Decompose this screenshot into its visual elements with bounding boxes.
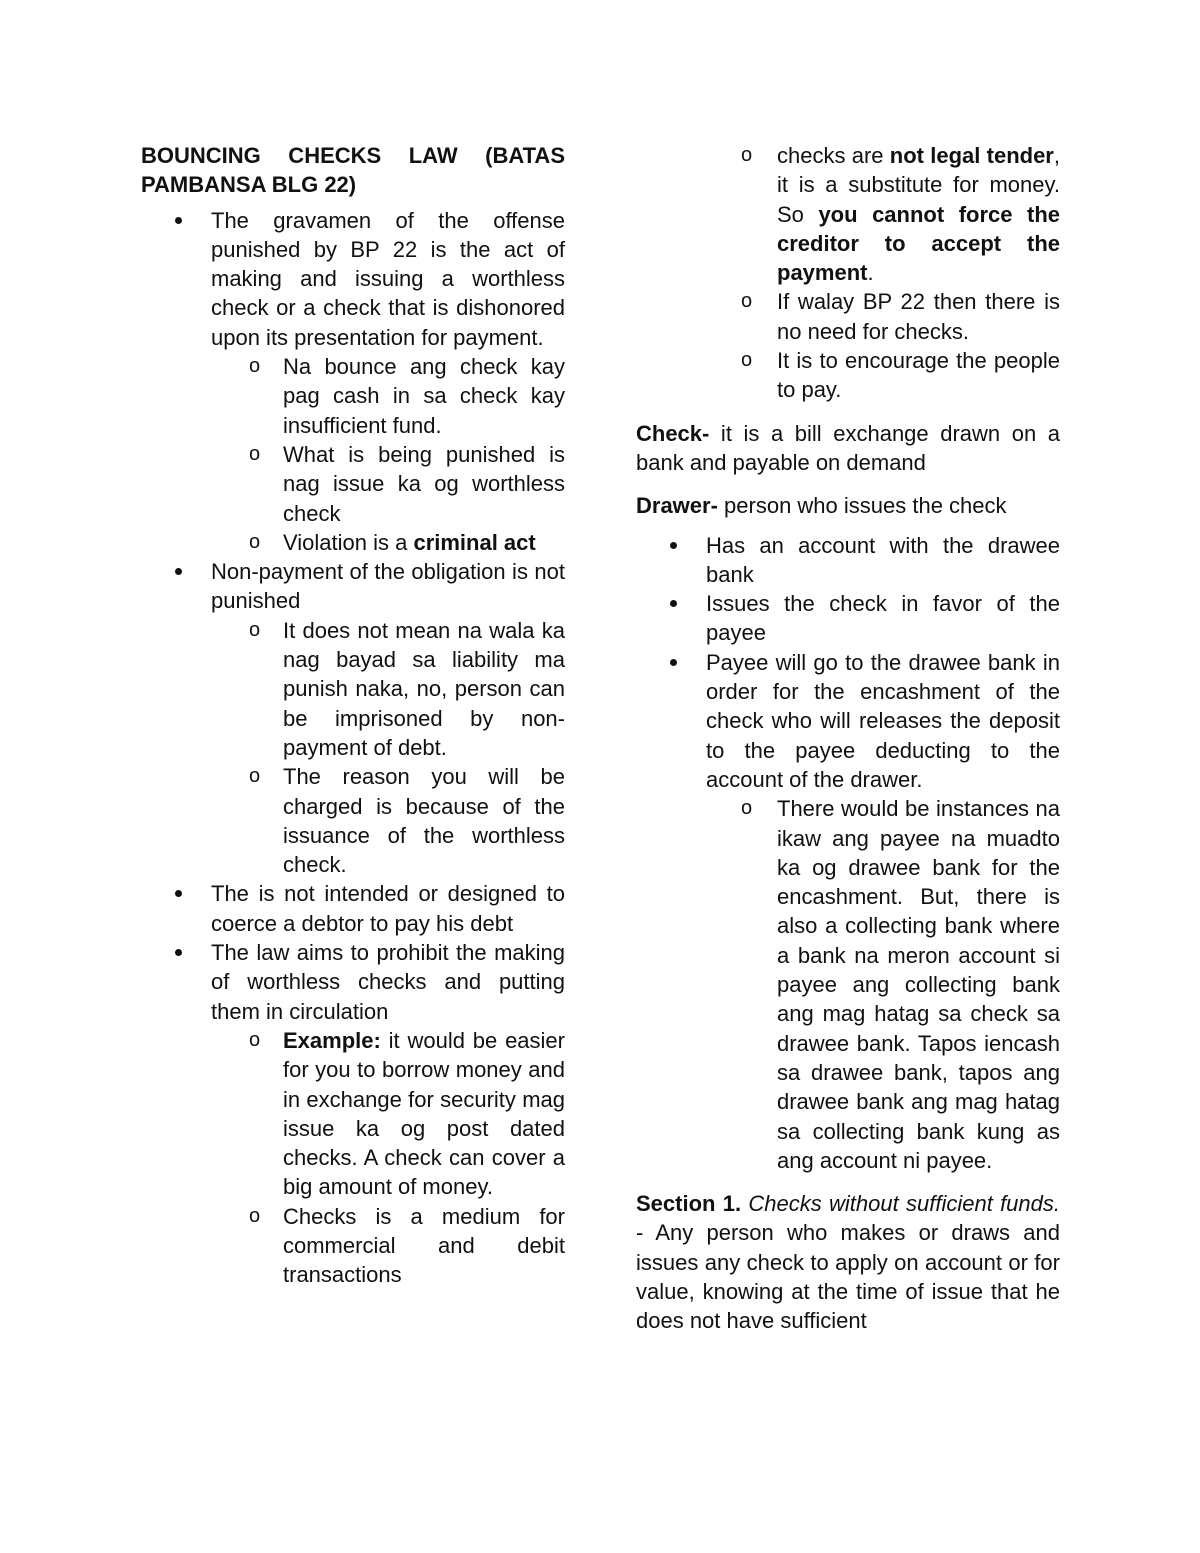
sub-marker: o <box>249 765 261 788</box>
right-column <box>636 141 1060 1336</box>
sub-marker: o <box>741 797 753 820</box>
sub-list-item: o Example: it would be easier for you to borrow money and in exchange for security mag issue ka og post dated checks. A check can cover a big amount of money. <box>249 1027 565 1200</box>
drawer-definition: Drawer- person who issues the check <box>636 493 1007 519</box>
bullet-marker <box>670 600 677 607</box>
sub-marker: o <box>249 530 261 553</box>
bullet-marker <box>175 949 182 956</box>
sub-list-item: o checks are not legal tender, it is a substitute for money. So you cannot force the creditor to accept the payment. <box>741 143 1061 286</box>
bullet-marker <box>175 890 182 897</box>
bullet-marker <box>175 217 182 224</box>
sub-list-item: o Violation is a criminal act <box>141 528 565 557</box>
list-item: Has an account with the drawee bank <box>636 531 1060 590</box>
list-item: The law aims to prohibit the making of worthless checks and putting them in circulation <box>141 938 565 1026</box>
bullet-marker <box>175 568 182 575</box>
left-column <box>141 141 565 1290</box>
sub-marker: o <box>741 144 753 166</box>
sub-marker: o <box>249 1204 261 1227</box>
sub-list-item: o It does not mean na wala ka nag bayad sa liability ma punish naka, no, person can be imprisoned by non-payment of debt. <box>249 617 565 760</box>
sub-list-item: o There would be instances na ikaw ang payee na muadto ka og drawee bank for the encashment. But, there is also a collecting bank where a bank na meron account si payee ang collecting bank ang mag hatag sa check sa drawee bank. Tapos iencash sa drawee bank, tapos ang drawee bank ang mag hatag sa collecting bank kung as ang account ni payee. <box>741 796 1060 1173</box>
sub-marker: o <box>249 355 261 378</box>
sub-list-item: o If walay BP 22 then there is no need for checks. <box>741 289 1060 344</box>
sub-list-item: o Checks is a medium for commercial and debit transactions <box>249 1203 565 1288</box>
sub-list-item: o Na bounce ang check kay pag cash in sa check kay insufficient fund. <box>249 354 565 438</box>
list-item: Payee will go to the drawee bank in order for the encashment of the check who will releases the deposit to the payee deducting to the account of the drawer. <box>636 648 1060 794</box>
sub-list-item: o It is to encourage the people to pay. <box>741 348 1060 403</box>
sub-marker: o <box>249 442 261 465</box>
definitions <box>636 419 1060 521</box>
list-item: Non-payment of the obligation is not punished <box>141 557 565 616</box>
document-title: BOUNCING CHECKS LAW (BATAS PAMBANSA BLG 22) <box>141 143 565 198</box>
list-item: The gravamen of the offense punished by BP 22 is the act of making and issuing a worthless check or a check that is dishonored upon its presentation for payment. <box>141 206 565 352</box>
sub-list-item: o What is being punished is nag issue ka og worthless check <box>249 441 565 526</box>
list-item: The is not intended or designed to coerce a debtor to pay his debt <box>141 879 565 938</box>
bullet-marker <box>670 659 677 666</box>
sub-marker: o <box>741 349 753 372</box>
sub-marker: o <box>741 290 753 313</box>
bullet-marker <box>670 542 677 549</box>
sub-marker: o <box>249 618 261 641</box>
check-definition: Check- it is a bill exchange drawn on a bank and payable on demand <box>636 420 1060 475</box>
sub-marker: o <box>249 1028 261 1051</box>
sub-list-item: o The reason you will be charged is because of the issuance of the worthless check. <box>249 764 565 878</box>
list-item: Issues the check in favor of the payee <box>636 589 1060 648</box>
section-1: Section 1. Checks without sufficient funds. - Any person who makes or draws and issues any check to apply on account or for value, knowing at the time of issue that he does not have sufficient <box>636 1191 1061 1334</box>
